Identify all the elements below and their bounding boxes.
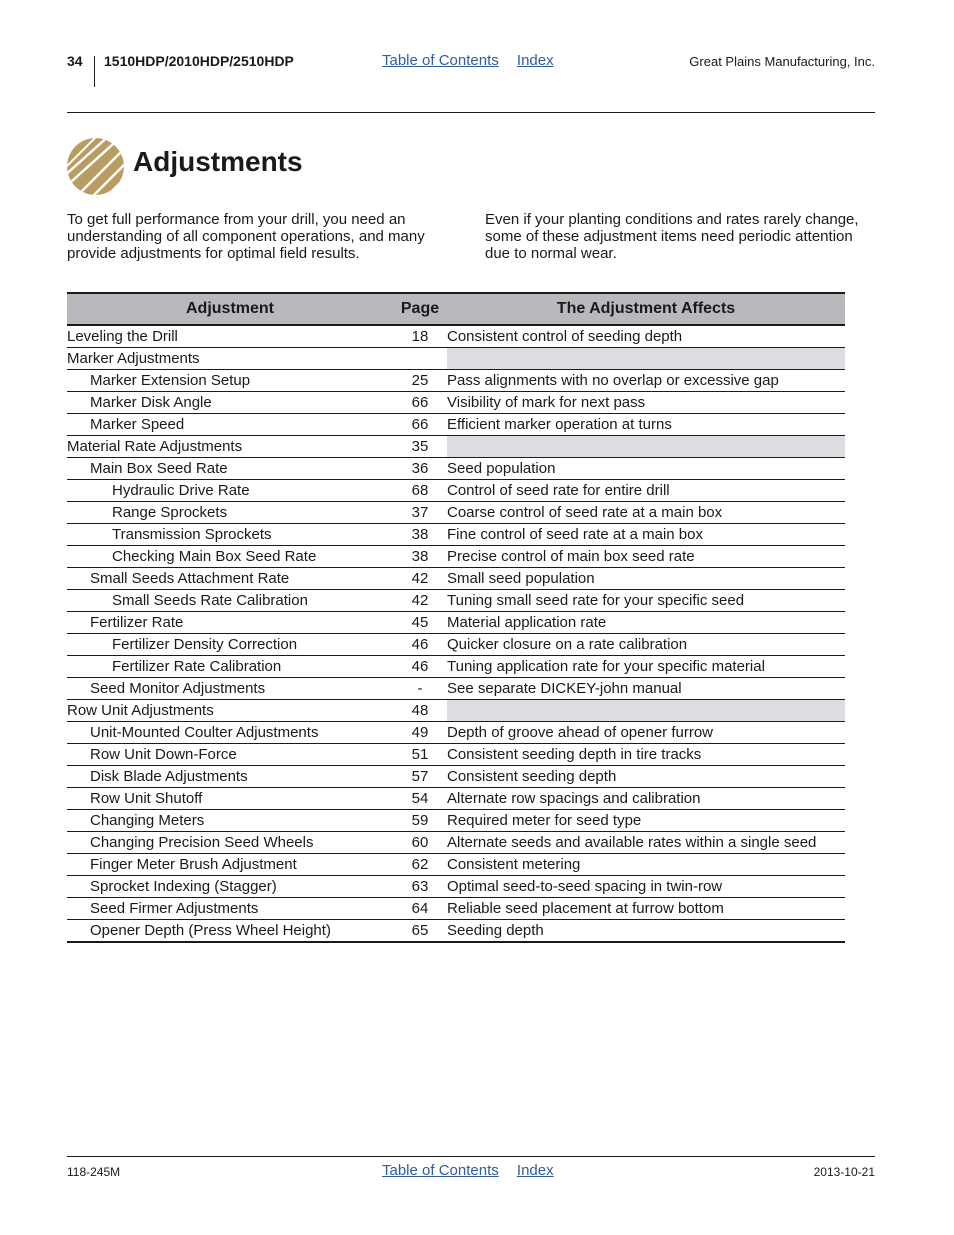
adjustment-cell: Fertilizer Rate Calibration	[67, 656, 393, 678]
affects-cell: Seed population	[447, 458, 845, 480]
page-cell: 64	[393, 898, 447, 920]
header-affects: The Adjustment Affects	[447, 293, 845, 325]
table-row	[67, 634, 845, 656]
page-cell: 57	[393, 766, 447, 788]
page-cell: 66	[393, 414, 447, 436]
adjustment-cell: Material Rate Adjustments	[67, 436, 393, 458]
page-cell: 37	[393, 502, 447, 524]
adjustment-cell: Marker Extension Setup	[67, 370, 393, 392]
header-page: Page	[393, 293, 447, 325]
affects-cell: Tuning application rate for your specific material	[447, 656, 845, 678]
page-cell	[393, 348, 447, 370]
affects-cell: Visibility of mark for next pass	[447, 392, 845, 414]
affects-cell: Consistent metering	[447, 854, 845, 876]
page-cell: 25	[393, 370, 447, 392]
affects-cell: Efficient marker operation at turns	[447, 414, 845, 436]
footer-index-link[interactable]: Index	[516, 1162, 554, 1179]
table-row	[67, 392, 845, 414]
table-row	[67, 325, 845, 348]
table-row	[67, 722, 845, 744]
adjustment-cell: Leveling the Drill	[67, 325, 393, 348]
affects-cell: Alternate seeds and available rates within a single seed	[447, 832, 845, 854]
header-divider	[94, 56, 95, 87]
affects-cell: Small seed population	[447, 568, 845, 590]
affects-cell: Seeding depth	[447, 920, 845, 943]
table-row	[67, 502, 845, 524]
page-cell: 46	[393, 656, 447, 678]
table-row	[67, 678, 845, 700]
table-row	[67, 348, 845, 370]
affects-cell: Precise control of main box seed rate	[447, 546, 845, 568]
adjustment-cell: Small Seeds Rate Calibration	[67, 590, 393, 612]
header-rule	[67, 112, 875, 113]
adjustment-cell: Seed Firmer Adjustments	[67, 898, 393, 920]
page-cell: 63	[393, 876, 447, 898]
affects-cell: Consistent seeding depth in tire tracks	[447, 744, 845, 766]
adjustments-table	[67, 292, 845, 943]
page-cell: 38	[393, 546, 447, 568]
adjustment-cell: Unit-Mounted Coulter Adjustments	[67, 722, 393, 744]
adjustment-cell: Hydraulic Drive Rate	[67, 480, 393, 502]
table-row	[67, 766, 845, 788]
adjustment-cell: Transmission Sprockets	[67, 524, 393, 546]
footer-rule	[67, 1156, 875, 1157]
adjustment-cell: Marker Speed	[67, 414, 393, 436]
adjustment-cell: Changing Meters	[67, 810, 393, 832]
adjustment-cell: Sprocket Indexing (Stagger)	[67, 876, 393, 898]
table-row	[67, 524, 845, 546]
table-row	[67, 898, 845, 920]
adjustment-cell: Row Unit Adjustments	[67, 700, 393, 722]
affects-cell: Coarse control of seed rate at a main box	[447, 502, 845, 524]
table-row	[67, 854, 845, 876]
page-cell: -	[393, 678, 447, 700]
page-cell: 36	[393, 458, 447, 480]
adjustment-cell: Disk Blade Adjustments	[67, 766, 393, 788]
table-row	[67, 700, 845, 722]
adjustment-cell: Range Sprockets	[67, 502, 393, 524]
doc-date: 2013-10-21	[813, 1165, 875, 1179]
table-row	[67, 480, 845, 502]
table-row	[67, 656, 845, 678]
adjustment-cell: Marker Adjustments	[67, 348, 393, 370]
page-cell: 42	[393, 590, 447, 612]
affects-cell: Tuning small seed rate for your specific seed	[447, 590, 845, 612]
table-row	[67, 876, 845, 898]
affects-cell: See separate DICKEY-john manual	[447, 678, 845, 700]
page-cell: 68	[393, 480, 447, 502]
page-cell: 49	[393, 722, 447, 744]
affects-cell: Quicker closure on a rate calibration	[447, 634, 845, 656]
table-row	[67, 744, 845, 766]
adjustment-cell: Finger Meter Brush Adjustment	[67, 854, 393, 876]
affects-cell: Pass alignments with no overlap or excessive gap	[447, 370, 845, 392]
adjustment-cell: Row Unit Shutoff	[67, 788, 393, 810]
table-row	[67, 920, 845, 943]
page-cell: 65	[393, 920, 447, 943]
intro-right-paragraph: Even if your planting conditions and rates rarely change, some of these adjustment items need periodic attention due to normal wear.	[485, 211, 859, 262]
header-nav	[382, 52, 568, 69]
doc-number: 118-245M	[67, 1165, 121, 1179]
table-row	[67, 546, 845, 568]
affects-cell: Consistent control of seeding depth	[447, 325, 845, 348]
affects-cell: Reliable seed placement at furrow bottom	[447, 898, 845, 920]
affects-cell: Consistent seeding depth	[447, 766, 845, 788]
page-cell: 62	[393, 854, 447, 876]
affects-cell: Alternate row spacings and calibration	[447, 788, 845, 810]
adjustment-cell: Marker Disk Angle	[67, 392, 393, 414]
table-row	[67, 612, 845, 634]
page-cell: 54	[393, 788, 447, 810]
affects-cell	[447, 700, 845, 722]
adjustment-cell: Small Seeds Attachment Rate	[67, 568, 393, 590]
page-title: Adjustments	[133, 146, 303, 177]
header-adjustment: Adjustment	[67, 293, 393, 325]
page-cell: 42	[393, 568, 447, 590]
adjustment-cell: Seed Monitor Adjustments	[67, 678, 393, 700]
toc-link[interactable]: Table of Contents	[382, 52, 499, 69]
table-row	[67, 788, 845, 810]
page-cell: 18	[393, 325, 447, 348]
affects-cell: Depth of groove ahead of opener furrow	[447, 722, 845, 744]
adjustment-cell: Fertilizer Density Correction	[67, 634, 393, 656]
adjustment-cell: Changing Precision Seed Wheels	[67, 832, 393, 854]
page-cell: 51	[393, 744, 447, 766]
table-row	[67, 458, 845, 480]
table-row	[67, 436, 845, 458]
page-cell: 45	[393, 612, 447, 634]
adjustment-cell: Opener Depth (Press Wheel Height)	[67, 920, 393, 943]
affects-cell: Optimal seed-to-seed spacing in twin-row	[447, 876, 845, 898]
affects-cell: Fine control of seed rate at a main box	[447, 524, 845, 546]
footer-nav	[382, 1162, 568, 1179]
model-name: 1510HDP/2010HDP/2510HDP	[104, 53, 294, 69]
footer-toc-link[interactable]: Table of Contents	[382, 1162, 499, 1179]
affects-cell	[447, 348, 845, 370]
section-logo-icon	[67, 138, 124, 195]
page-cell: 38	[393, 524, 447, 546]
affects-cell: Required meter for seed type	[447, 810, 845, 832]
affects-cell: Control of seed rate for entire drill	[447, 480, 845, 502]
table-row	[67, 568, 845, 590]
page-cell: 46	[393, 634, 447, 656]
page-cell: 66	[393, 392, 447, 414]
page-cell: 48	[393, 700, 447, 722]
table-row	[67, 832, 845, 854]
page-number: 34	[67, 53, 83, 69]
page-cell: 59	[393, 810, 447, 832]
affects-cell	[447, 436, 845, 458]
page-cell: 60	[393, 832, 447, 854]
table-header-row	[67, 293, 845, 325]
affects-cell: Material application rate	[447, 612, 845, 634]
adjustment-cell: Checking Main Box Seed Rate	[67, 546, 393, 568]
table-row	[67, 590, 845, 612]
table-row	[67, 370, 845, 392]
adjustment-cell: Fertilizer Rate	[67, 612, 393, 634]
table-row	[67, 810, 845, 832]
index-link[interactable]: Index	[516, 52, 554, 69]
page-header	[67, 50, 875, 88]
table-row	[67, 414, 845, 436]
page-cell: 35	[393, 436, 447, 458]
adjustment-cell: Row Unit Down-Force	[67, 744, 393, 766]
adjustment-cell: Main Box Seed Rate	[67, 458, 393, 480]
intro-left-paragraph: To get full performance from your drill, you need an understanding of all component operations, and many provide adjustments for optimal field results.	[67, 211, 425, 262]
company-name: Great Plains Manufacturing, Inc.	[689, 54, 875, 69]
